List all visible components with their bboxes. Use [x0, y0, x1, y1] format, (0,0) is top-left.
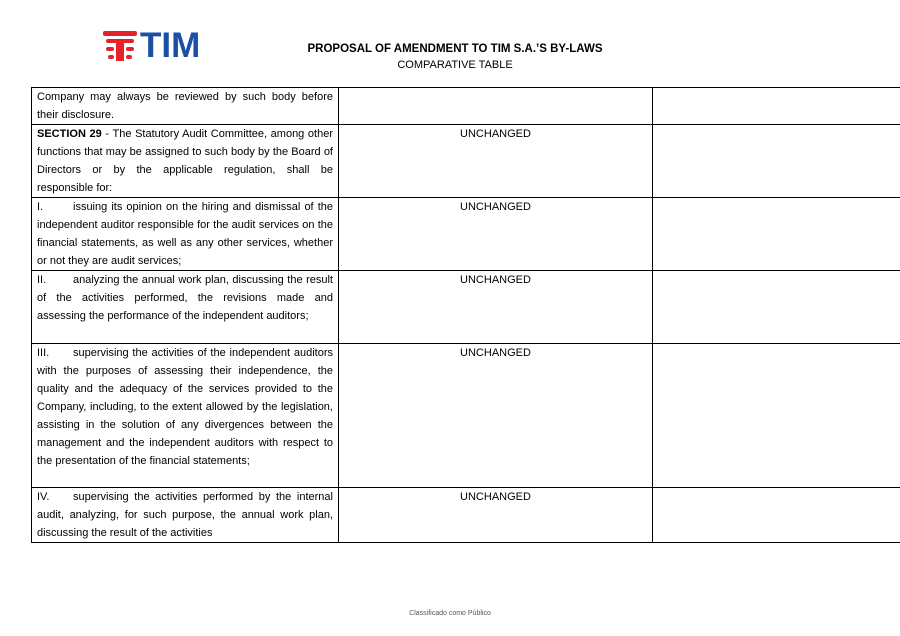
- current-text: - The Statutory Audit Committee, among other functions that may be assigned to such body by the Board of Directors or by the applicable regulation, shall be responsible for:: [37, 128, 333, 194]
- proposal-text: UNCHANGED: [460, 201, 531, 213]
- table-row: [32, 88, 900, 125]
- item-numeral: I.: [37, 201, 44, 213]
- tim-logo-text: TIM: [140, 26, 201, 65]
- proposal-cell: [339, 271, 653, 344]
- section-label: SECTION 29: [37, 128, 102, 140]
- proposal-text: UNCHANGED: [460, 128, 531, 140]
- justification-cell: [653, 125, 900, 198]
- item-numeral: II.: [37, 274, 47, 286]
- proposal-cell: [339, 125, 653, 198]
- current-text: issuing its opinion on the hiring and dismissal of the independent auditor responsible for the audit services on the financial statements, as well as any other services, whether or not they are audit services;: [37, 201, 333, 267]
- table-row: [32, 198, 900, 271]
- current-text-cell: [32, 198, 339, 271]
- proposal-text: UNCHANGED: [460, 274, 531, 286]
- table-row: [32, 271, 900, 344]
- item-numeral: III.: [37, 347, 50, 359]
- proposal-cell: [339, 488, 653, 543]
- table-row: [32, 344, 900, 488]
- justification-cell: [653, 88, 900, 125]
- current-text-cell: [32, 125, 339, 198]
- current-text-cell: [32, 271, 339, 344]
- proposal-cell: [339, 344, 653, 488]
- justification-cell: [653, 344, 900, 488]
- table-row: [32, 125, 900, 198]
- document-subtitle: COMPARATIVE TABLE: [397, 59, 513, 71]
- justification-cell: [653, 198, 900, 271]
- proposal-cell: [339, 198, 653, 271]
- proposal-text: UNCHANGED: [460, 347, 531, 359]
- tim-logo: [103, 26, 207, 65]
- current-text-cell: [32, 488, 339, 543]
- classification-footer: Classificado como Público: [409, 610, 491, 617]
- justification-cell: [653, 271, 900, 344]
- comparative-table: [31, 87, 900, 543]
- current-text: supervising the activities of the independent auditors with the purposes of assessing their independence, the quality and the adequacy of the services provided to the Company, including, to the extent allowed by the legislation, assisting in the solution of any divergences between the management and the independent auditors with respect to the presentation of the financial statements;: [37, 347, 333, 467]
- current-text: analyzing the annual work plan, discussing the result of the activities performed, the revisions made and assessing the performance of the independent auditors;: [37, 274, 333, 322]
- current-text-cell: [32, 344, 339, 488]
- table-row: [32, 488, 900, 543]
- document-title: PROPOSAL OF AMENDMENT TO TIM S.A.’S BY-LAWS: [307, 43, 603, 55]
- current-text: Company may always be reviewed by such body before their disclosure.: [37, 91, 333, 121]
- item-numeral: IV.: [37, 491, 50, 503]
- proposal-cell: [339, 88, 653, 125]
- current-text-cell: [32, 88, 339, 125]
- justification-cell: [653, 488, 900, 543]
- proposal-text: UNCHANGED: [460, 491, 531, 503]
- tim-logo-mark-icon: [103, 30, 137, 62]
- current-text: supervising the activities performed by the internal audit, analyzing, for such purpose, the annual work plan, discussing the result of the activities: [37, 491, 333, 539]
